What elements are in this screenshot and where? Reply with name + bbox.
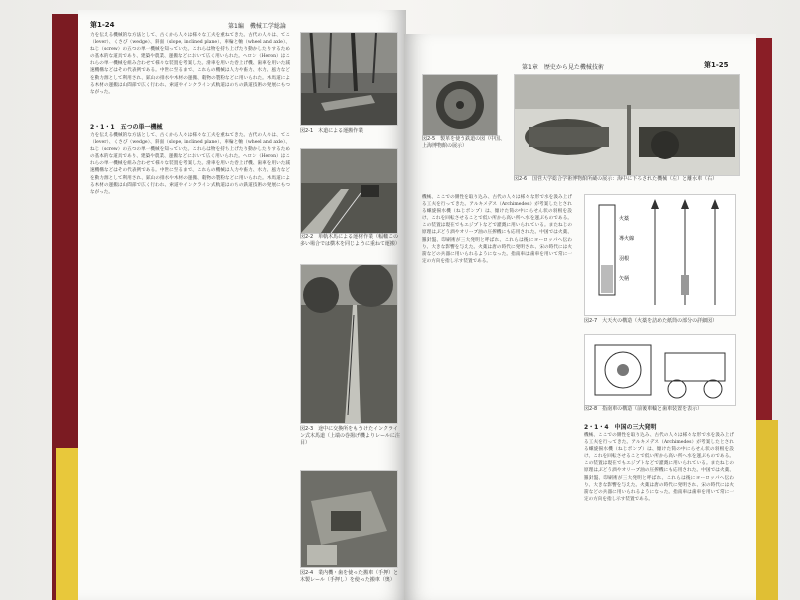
figure-3-photo [300, 264, 398, 424]
right-section-heading: 2・1・4 中国の三大発明 [584, 424, 657, 431]
figure-5-caption: 図2-5 製革を使う鉄道の図（中国、上海博物館の展示） [422, 136, 506, 149]
page-edge-right [756, 420, 778, 600]
right-body-text-2: 機械、ここでの側性を取り込み、古代の人々は様々な形で水を汲み上げる工夫を行ってきた。アルキメデス（Archimedes）が考案したとされる螺旋揚水機（ねじポンプ）は、傾けた筒の中にらせん状の羽根を設け、これを回転させることで低い所から高い所へ水を運ぶものである。この装置は現在でもエジプトなどで灌漑に用いられている。またねじの原理はぶどう酒やオリーブ油の圧搾機にも応用された。中国では火薬、羅針盤、印刷術が三大発明と呼ばれ、これらは後にヨーロッパへ伝わり、大きな影響を与えた。火薬は唐の時代に発明され、宋の時代には火箭などの兵器に用いられるようになった。指南車は歯車を用いて常に一定の方向を指し示す装置である。 [584, 433, 734, 502]
right-page [404, 34, 756, 600]
figure-8-diagram [584, 334, 736, 406]
page-edge-left [56, 448, 78, 600]
figure-4-caption: 図2-4 業内機・歯を使った搬車（手押）と木製レール（手押し）を使った搬車（奥） [300, 570, 399, 583]
left-page [78, 10, 406, 600]
fig7-label-a: 火薬 [619, 216, 630, 222]
figure-7-caption: 図2-7 大天火の構造（火薬を詰めた紙筒の部分の詳細図） [584, 318, 718, 324]
figure-2-caption: 図2-2 単軌木馬による運材作業（幅轍この多い場合では横木を同じように重ねて運搬） [300, 234, 400, 247]
figure-6-caption: 図2-6 国営大学総合学術博物館所蔵の展示：海中に下ろされた機械（左）と離水車（右） [514, 176, 718, 182]
left-section-heading: 2・1・1 五つの単一機械 [90, 124, 163, 131]
figure-5-photo [422, 74, 498, 136]
figure-7-diagram [584, 194, 736, 316]
left-body-text-1: 力を伝える機械的な方法として、古くから人々は様々な工夫を重ねてきた。古代の人々は、てこ（lever）、くさび（wedge）、斜面（slope, inclined plane）、車輪と軸（wheel and axle）、ねじ（screw）の五つの単一機械を知っていた。これらは物を持ち上げたり動かしたりするための基本的な道具であり、建築や農業、運搬などにおいて広く用いられた。ヘロン（Heron）はこれらの単一機械を組み合わせて様々な装置を考案した。滑車を用いた巻上げ機、歯車を用いた減速機構などはその代表例である。中世に至るまで、これらの機械は人力や畜力、水力、風力などを動力源として利用され、鉱山の排水や木材の運搬、穀物の製粉などに用いられた。木馬道による木材の運搬は山間部で広く行われ、索道やインクライン式軌道はのちの鉄道技術の発展にもつながった。 [90, 33, 290, 95]
fig7-label-d: 矢柄 [619, 276, 630, 282]
right-page-number: 第1-25 [704, 61, 729, 69]
left-page-number: 第1-24 [90, 21, 115, 29]
fig7-label-c: 羽根 [619, 256, 630, 262]
figure-1-photo [300, 32, 398, 126]
figure-3-caption: 図2-3 途中に交換所をもうけたインクライン式木馬道（上端の巻揚げ機よりレールに注目） [300, 426, 400, 446]
figure-1-caption: 図2-1 木道による運搬作業 [300, 128, 364, 134]
left-body-text-2: 力を伝える機械的な方法として、古くから人々は様々な工夫を重ねてきた。古代の人々は、てこ（lever）、くさび（wedge）、斜面（slope, inclined plane）、車輪と軸（wheel and axle）、ねじ（screw）の五つの単一機械を知っていた。これらは物を持ち上げたり動かしたりするための基本的な道具であり、建築や農業、運搬などにおいて広く用いられた。ヘロン（Heron）はこれらの単一機械を組み合わせて様々な装置を考案した。滑車を用いた巻上げ機、歯車を用いた減速機構などはその代表例である。中世に至るまで、これらの機械は人力や畜力、水力、風力などを動力源として利用され、鉱山の排水や木材の運搬、穀物の製粉などに用いられた。木馬道による木材の運搬は山間部で広く行われ、索道やインクライン式軌道はのちの鉄道技術の発展にもつながった。 [90, 133, 290, 195]
left-running-head: 第1編 機械工学総論 [228, 23, 286, 30]
fig7-label-b: 導火線 [619, 236, 635, 242]
figure-8-caption: 図2-8 指南車の構造（前後車輪と歯車装置を表示） [584, 406, 703, 412]
figure-2-photo [300, 148, 398, 234]
figure-4-photo [300, 470, 398, 568]
right-running-head: 第1章 歴史から見た機械技術 [522, 64, 604, 71]
right-body-text-1: 機械、ここでの側性を取り込み、古代の人々は様々な形で水を汲み上げる工夫を行ってきた。アルキメデス（Archimedes）が考案したとされる螺旋揚水機（ねじポンプ）は、傾けた筒の中にらせん状の羽根を設け、これを回転させることで低い所から高い所へ水を運ぶものである。この装置は現在でもエジプトなどで灌漑に用いられている。またねじの原理はぶどう酒やオリーブ油の圧搾機にも応用された。中国では火薬、羅針盤、印刷術が三大発明と呼ばれ、これらは後にヨーロッパへ伝わり、大きな影響を与えた。火薬は唐の時代に発明され、宋の時代には火箭などの兵器に用いられるようになった。指南車は歯車を用いて常に一定の方向を指し示す装置である。 [422, 195, 572, 264]
figure-6-photo [514, 74, 740, 176]
